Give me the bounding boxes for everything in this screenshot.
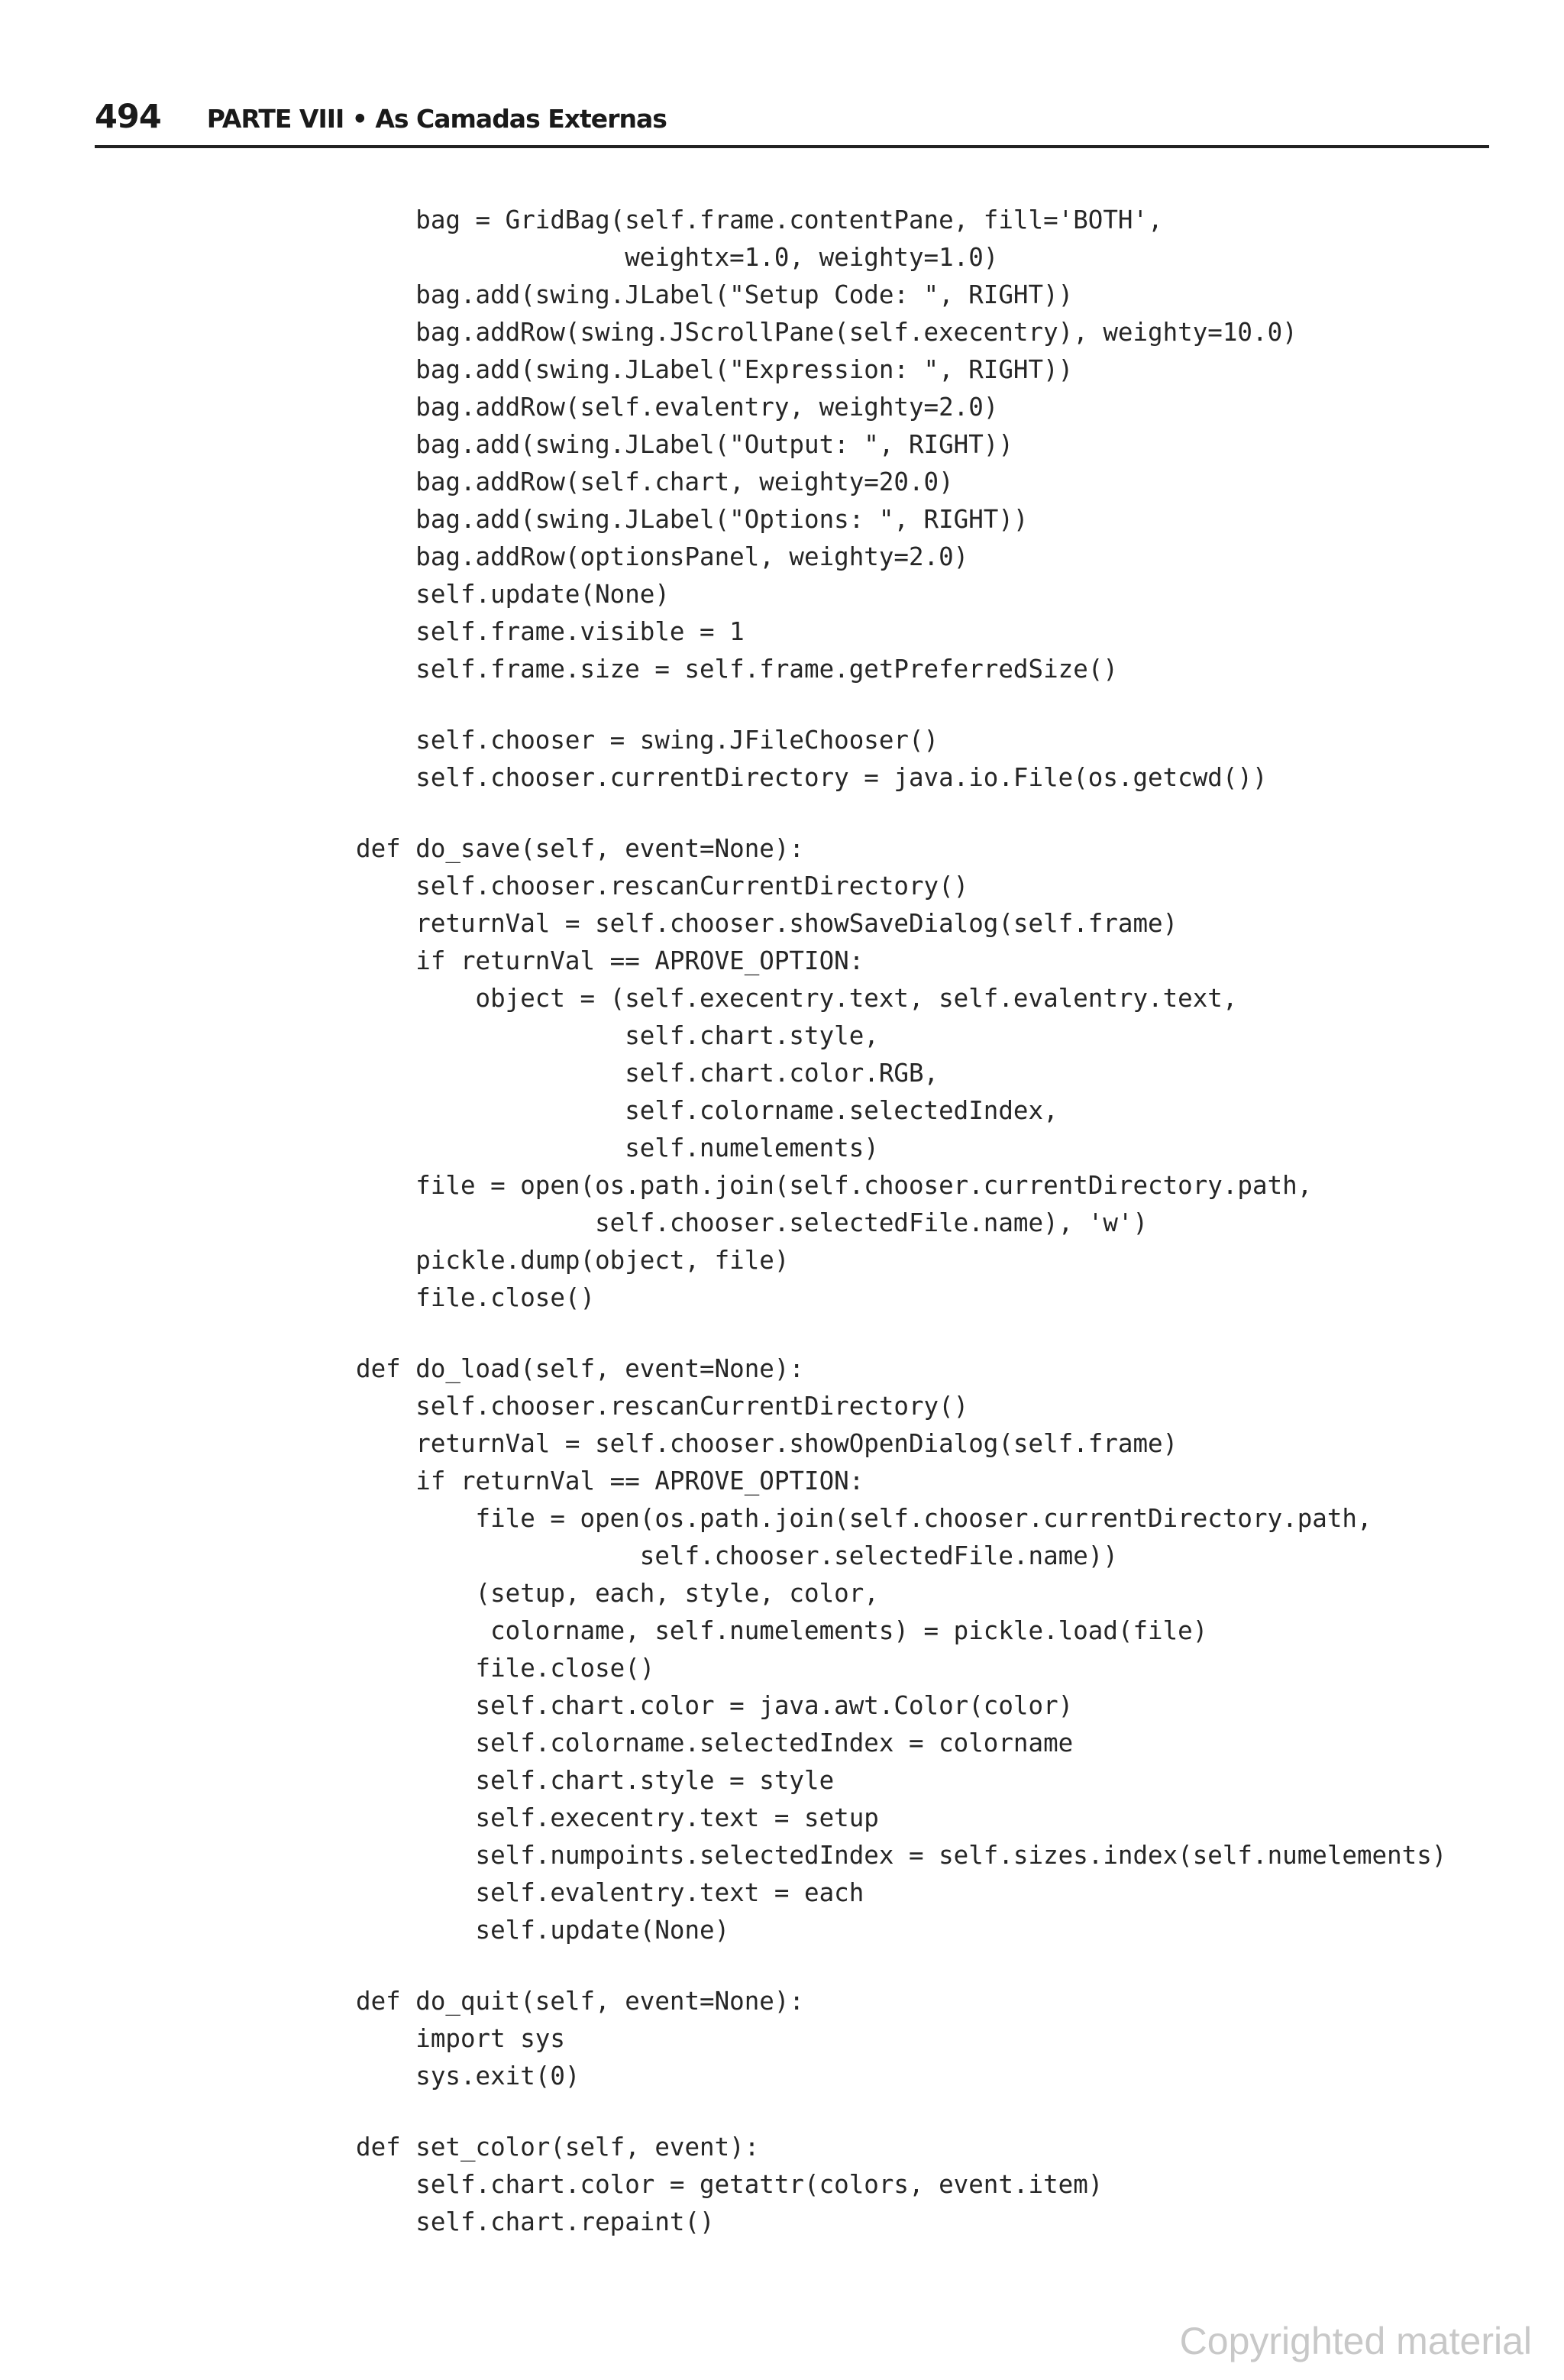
code-line: self.chooser.selectedFile.name)) (356, 1541, 1118, 1570)
code-line: self.evalentry.text = each (356, 1878, 864, 1907)
code-line: if returnVal == APROVE_OPTION: (356, 946, 864, 975)
code-line: bag.add(swing.JLabel("Output: ", RIGHT)) (356, 430, 1013, 459)
code-line: self.colorname.selectedIndex, (356, 1096, 1058, 1125)
code-line: if returnVal == APROVE_OPTION: (356, 1466, 864, 1496)
code-line: self.numelements) (356, 1133, 879, 1163)
code-line: bag = GridBag(self.frame.contentPane, fill='BOTH', (356, 205, 1163, 234)
code-line: self.chooser.rescanCurrentDirectory() (356, 871, 969, 901)
code-line: self.update(None) (356, 580, 670, 609)
code-line: sys.exit(0) (356, 2061, 580, 2091)
code-line (356, 2095, 1446, 2129)
page-number: 494 (95, 98, 161, 136)
code-line: bag.addRow(optionsPanel, weighty=2.0) (356, 542, 969, 571)
code-line: file = open(os.path.join(self.chooser.currentDirectory.path, (356, 1504, 1372, 1533)
code-line: file.close() (356, 1283, 596, 1312)
code-line: bag.addRow(self.chart, weighty=20.0) (356, 467, 954, 496)
running-title: PARTE VIII • As Camadas Externas (206, 104, 667, 134)
code-line: self.chart.repaint() (356, 2207, 715, 2236)
code-line: def set_color(self, event): (356, 2133, 760, 2162)
code-line: self.chart.style, (356, 1021, 879, 1050)
page-header (95, 98, 1489, 148)
code-line: self.update(None) (356, 1916, 730, 1945)
code-line: bag.addRow(self.evalentry, weighty=2.0) (356, 393, 999, 422)
code-line: pickle.dump(object, file) (356, 1246, 790, 1275)
code-line: import sys (356, 2024, 565, 2053)
code-line: (setup, each, style, color, (356, 1579, 879, 1608)
code-line: self.frame.size = self.frame.getPreferredSize() (356, 655, 1118, 684)
code-line: bag.addRow(swing.JScrollPane(self.execentry), weighty=10.0) (356, 318, 1297, 347)
code-line: file = open(os.path.join(self.chooser.currentDirectory.path, (356, 1171, 1313, 1200)
code-line: self.chart.color = getattr(colors, event.item) (356, 2170, 1104, 2199)
code-line: self.chart.color.RGB, (356, 1059, 939, 1088)
code-line (356, 1317, 1446, 1350)
code-line: self.numpoints.selectedIndex = self.sizes.index(self.numelements) (356, 1841, 1447, 1870)
code-line: colorname, self.numelements) = pickle.load(file) (356, 1616, 1208, 1645)
code-line (356, 688, 1446, 722)
code-line: self.chooser.currentDirectory = java.io.File(os.getcwd()) (356, 763, 1268, 792)
code-line: returnVal = self.chooser.showOpenDialog(self.frame) (356, 1429, 1178, 1458)
code-line (356, 797, 1446, 830)
code-line: self.colorname.selectedIndex = colorname (356, 1728, 1074, 1758)
code-line: file.close() (356, 1654, 655, 1683)
copyright-watermark: Copyrighted material (1179, 2320, 1532, 2362)
code-line: bag.add(swing.JLabel("Setup Code: ", RIGHT)) (356, 280, 1074, 309)
code-line: self.chooser = swing.JFileChooser() (356, 726, 939, 755)
code-line: self.chooser.rescanCurrentDirectory() (356, 1392, 969, 1421)
code-line: def do_quit(self, event=None): (356, 1987, 804, 2016)
code-line: self.chooser.selectedFile.name), 'w') (356, 1208, 1149, 1237)
code-line (356, 1949, 1446, 1983)
code-line: weightx=1.0, weighty=1.0) (356, 243, 999, 272)
code-line: self.frame.visible = 1 (356, 617, 745, 646)
code-line: self.execentry.text = setup (356, 1803, 879, 1832)
code-line: bag.add(swing.JLabel("Expression: ", RIGHT)) (356, 355, 1074, 384)
code-line: def do_save(self, event=None): (356, 834, 804, 863)
code-line: self.chart.color = java.awt.Color(color) (356, 1691, 1074, 1720)
code-line: def do_load(self, event=None): (356, 1354, 804, 1383)
code-listing (356, 202, 1446, 2241)
code-line: self.chart.style = style (356, 1766, 835, 1795)
code-line: returnVal = self.chooser.showSaveDialog(self.frame) (356, 909, 1178, 938)
code-line: bag.add(swing.JLabel("Options: ", RIGHT)) (356, 505, 1029, 534)
code-line: object = (self.execentry.text, self.evalentry.text, (356, 984, 1238, 1013)
